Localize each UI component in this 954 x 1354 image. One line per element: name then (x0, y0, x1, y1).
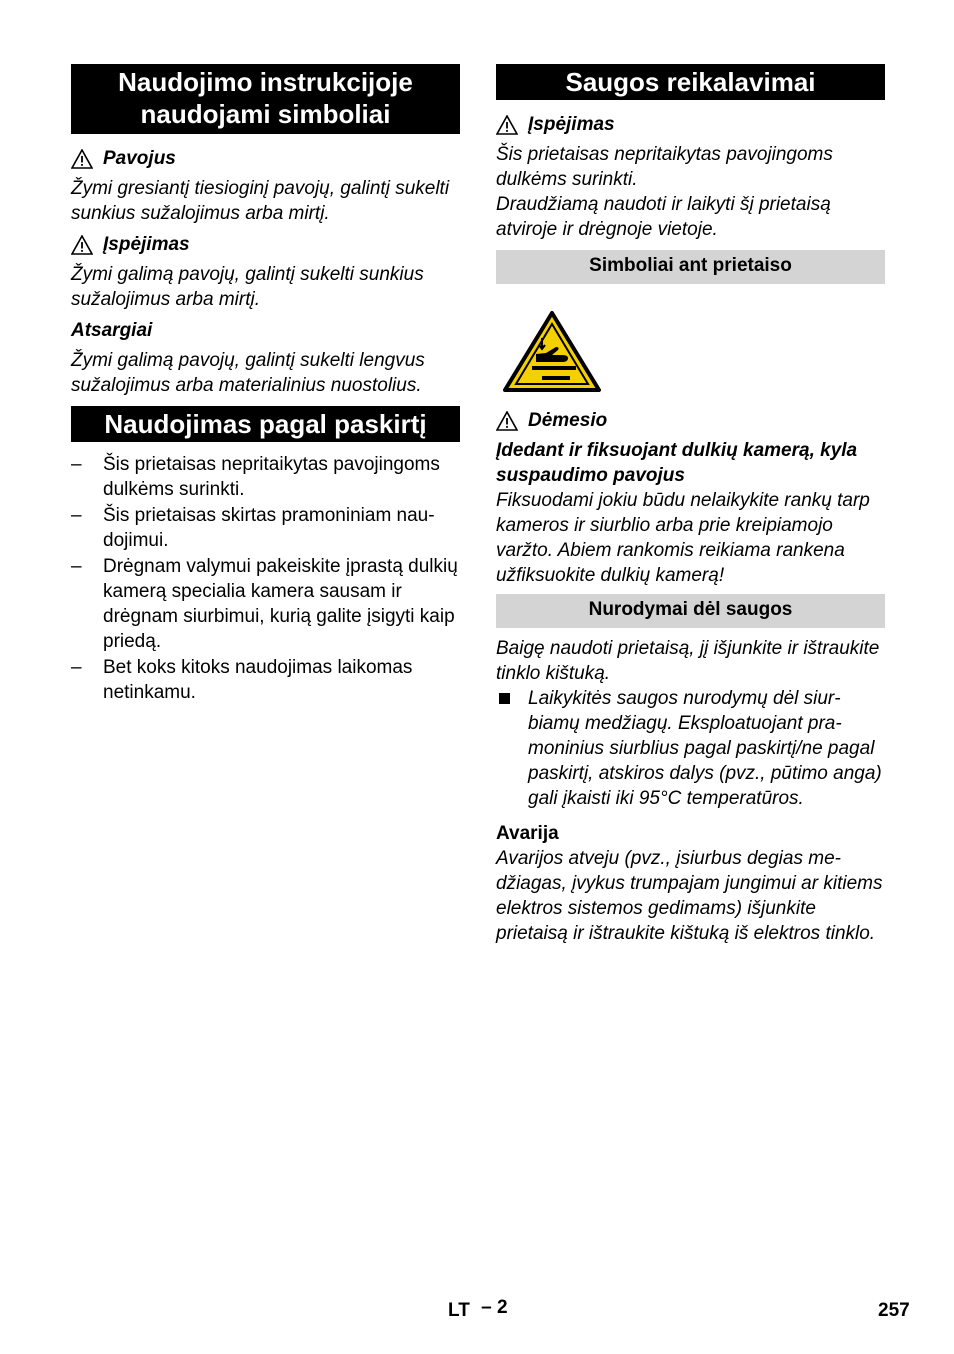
intended-use-list (71, 452, 460, 705)
label-ispejimas: Įspėjimas (71, 232, 460, 257)
section-title-symbols: Naudojimo instrukcijoje naudojami simboliai (71, 64, 460, 134)
label-avarija: Avarija (496, 823, 559, 844)
hand-crush-warning-sign (502, 310, 602, 394)
nurodymai-text: Baigę naudoti prietaisą, jį išjunkite ir ištraukite tinklo kištuką. (496, 638, 880, 684)
section-title-safety: Saugos reikalavimai (496, 64, 885, 100)
atsargiai-text: Žymi galimą pavojų, galintį sukelti lengvus sužalojimus arba materialinius nuostolius. (71, 350, 425, 396)
subtitle-safety-instructions: Nurodymai dėl saugos (496, 594, 885, 628)
ispejimas-text-1: Šis prietaisas nepritaikytas pavojingoms dulkėms surinkti. (496, 144, 833, 190)
demesio-bold-text: Įdedant ir fiksuojant dulkių kamerą, kyla suspaudimo pavojus (496, 440, 858, 486)
warning-triangle-icon (71, 149, 93, 169)
warning-triangle-icon (496, 411, 518, 431)
label-ispejimas-right: Įspėjimas (496, 112, 885, 137)
footer-language: LT – 2 (448, 1297, 508, 1321)
label-demesio: Dėmesio (496, 408, 885, 433)
list-item: – Šis prietaisas skirtas pramoniniam naudojimui. (71, 505, 435, 551)
label-atsargiai: Atsargiai (71, 320, 153, 341)
left-column (71, 64, 460, 706)
list-item: Laikykitės saugos nurodymų dėl siurbiamų medžiagų. Eksploatuojant pramoninius siurblius pagal paskirtį/ne pagal paskirtį, atskiros dalys (pvz., pūtimo anga) gali įkaisti iki 95°C temperatūros. (496, 686, 885, 811)
list-item: – Šis prietaisas nepritaikytas pavojingoms dulkėms surinkti. (71, 454, 440, 500)
square-bullet-icon (499, 693, 510, 704)
section-title-intended-use: Naudojimas pagal paskirtį (71, 406, 460, 442)
pavojus-text: Žymi gresiantį tiesioginį pavojų, galintį sukelti sunkius sužalojimus arba mirtį. (71, 178, 450, 224)
warning-triangle-icon (71, 235, 93, 255)
right-column (496, 64, 885, 946)
demesio-text: Fiksuodami jokiu būdu nelaikykite rankų tarp kameros ir siurblio arba prie kreipiamojo varžto. Abiem rankomis reikiama rankena užfiksuokite dulkių kamerą! (496, 490, 870, 586)
warning-triangle-icon (496, 115, 518, 135)
label-pavojus: Pavojus (71, 146, 460, 171)
subtitle-symbols-on-device: Simboliai ant prietaiso (496, 250, 885, 284)
ispejimas-text: Žymi galimą pavojų, galintį sukelti sunkius sužalojimus arba mirtį. (71, 264, 424, 310)
avarija-text: Avarijos atveju (pvz., įsiurbus degias medžiagas, įvykus trumpajam jungimui ar kitiems elektros sistemos gedimams) išjunkite prietaisą ir ištraukite kištuką iš elektros tinklo. (496, 848, 883, 944)
list-item: – Bet koks kitoks naudojimas laikomas netinkamu. (71, 657, 413, 703)
ispejimas-text-2: Draudžiamą naudoti ir laikyti šį prietaisą atviroje ir drėgnoje vietoje. (496, 194, 831, 240)
page-number: 257 (878, 1300, 910, 1321)
list-item: – Drėgnam valymui pakeiskite įprastą dulkių kamerą specialia kamera sausam ir drėgnam siurbimui, kurią galite įsigyti kaip priedą. (71, 556, 458, 652)
